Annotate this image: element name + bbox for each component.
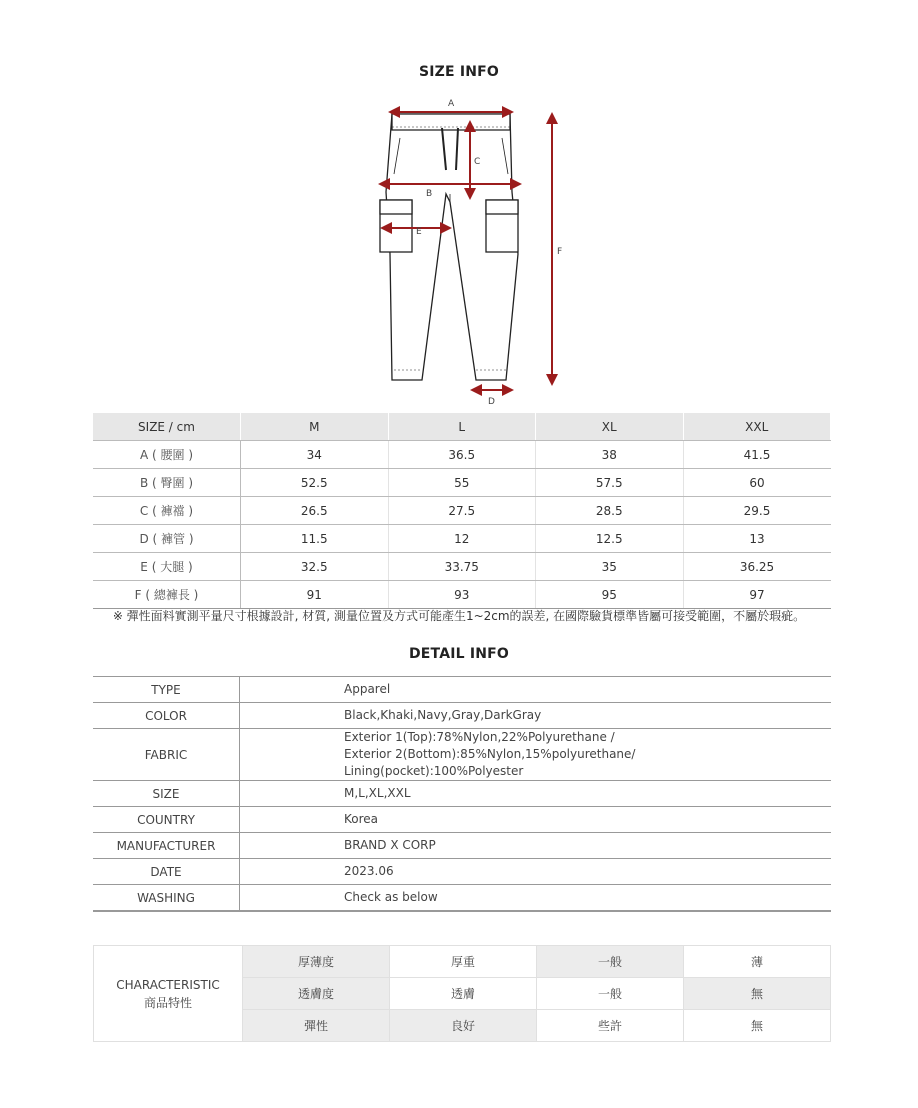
size-table xyxy=(93,413,831,609)
detail-value-line: M,L,XL,XXL xyxy=(344,786,411,800)
label-c: C xyxy=(474,157,481,167)
detail-info-title: DETAIL INFO xyxy=(408,646,510,662)
size-row xyxy=(93,553,831,581)
size-row-label: B ( 臀圍 ) xyxy=(93,469,241,497)
detail-label: WASHING xyxy=(93,885,240,912)
size-row-label: E ( 大腿 ) xyxy=(93,553,241,581)
detail-value-line: BRAND X CORP xyxy=(344,838,436,852)
detail-value-line: Korea xyxy=(344,812,379,826)
size-row xyxy=(93,441,831,469)
detail-value xyxy=(240,833,832,859)
pants-diagram xyxy=(370,94,580,410)
char-cell: 厚薄度 xyxy=(243,946,390,978)
char-cell: 一般 xyxy=(537,978,684,1010)
detail-value xyxy=(240,781,832,807)
detail-value xyxy=(240,729,832,781)
size-cell: 36.5 xyxy=(388,441,536,469)
char-cell: 無 xyxy=(684,978,831,1010)
char-cell: 透膚度 xyxy=(243,978,390,1010)
size-cell: 52.5 xyxy=(241,469,389,497)
detail-value-line: Apparel xyxy=(344,682,391,696)
size-row xyxy=(93,525,831,553)
characteristic-label-zh: 商品特性 xyxy=(143,995,192,1010)
size-row-label: F ( 總褲長 ) xyxy=(93,581,241,609)
label-d: D xyxy=(488,397,495,407)
characteristic-label xyxy=(94,946,243,1042)
detail-value-line: Exterior 2(Bottom):85%Nylon,15%polyurethane/ xyxy=(344,747,636,761)
detail-row xyxy=(93,885,831,912)
size-header-row xyxy=(93,413,831,441)
char-cell: 彈性 xyxy=(243,1010,390,1042)
detail-table xyxy=(93,676,831,912)
detail-value-line: Check as below xyxy=(344,890,438,904)
detail-row xyxy=(93,703,831,729)
size-cell: 32.5 xyxy=(241,553,389,581)
char-cell: 薄 xyxy=(684,946,831,978)
detail-value xyxy=(240,885,832,912)
detail-row xyxy=(93,807,831,833)
size-cell: 38 xyxy=(536,441,684,469)
detail-value-line: 2023.06 xyxy=(344,864,394,878)
size-cell: 35 xyxy=(536,553,684,581)
char-cell: 無 xyxy=(684,1010,831,1042)
label-f: F xyxy=(557,247,563,257)
size-cell: 97 xyxy=(683,581,831,609)
size-cell: 41.5 xyxy=(683,441,831,469)
detail-label: TYPE xyxy=(93,677,240,703)
detail-label: SIZE xyxy=(93,781,240,807)
detail-row xyxy=(93,781,831,807)
detail-value xyxy=(240,807,832,833)
char-cell: 些許 xyxy=(537,1010,684,1042)
detail-value-line: Exterior 1(Top):78%Nylon,22%Polyurethane / xyxy=(344,730,615,744)
size-row xyxy=(93,497,831,525)
size-cell: 34 xyxy=(241,441,389,469)
size-cell: 12 xyxy=(388,525,536,553)
characteristic-label-en: CHARACTERISTIC xyxy=(116,977,220,992)
size-cell: 26.5 xyxy=(241,497,389,525)
size-cell: 13 xyxy=(683,525,831,553)
size-row xyxy=(93,581,831,609)
size-cell: 95 xyxy=(536,581,684,609)
label-e: E xyxy=(416,227,422,237)
detail-value xyxy=(240,677,832,703)
size-row-label: A ( 腰圍 ) xyxy=(93,441,241,469)
size-cell: 55 xyxy=(388,469,536,497)
detail-value-line: Black,Khaki,Navy,Gray,DarkGray xyxy=(344,708,542,722)
detail-label: FABRIC xyxy=(93,729,240,781)
size-column-header-label: SIZE / cm xyxy=(93,413,241,441)
size-cell: 27.5 xyxy=(388,497,536,525)
detail-row xyxy=(93,833,831,859)
char-cell: 厚重 xyxy=(390,946,537,978)
label-b: B xyxy=(426,189,433,199)
size-row xyxy=(93,469,831,497)
size-cell: 57.5 xyxy=(536,469,684,497)
characteristic-table xyxy=(93,945,831,1042)
size-cell: 11.5 xyxy=(241,525,389,553)
label-a: A xyxy=(448,99,455,109)
detail-row xyxy=(93,677,831,703)
size-cell: 29.5 xyxy=(683,497,831,525)
detail-value xyxy=(240,703,832,729)
detail-label: COUNTRY xyxy=(93,807,240,833)
detail-row xyxy=(93,729,831,781)
size-column-header: M xyxy=(241,413,389,441)
size-cell: 33.75 xyxy=(388,553,536,581)
size-cell: 91 xyxy=(241,581,389,609)
detail-value xyxy=(240,859,832,885)
detail-label: DATE xyxy=(93,859,240,885)
size-column-header: XL xyxy=(536,413,684,441)
detail-label: COLOR xyxy=(93,703,240,729)
size-row-label: C ( 褲襠 ) xyxy=(93,497,241,525)
size-column-header: XXL xyxy=(683,413,831,441)
pants-outline xyxy=(380,114,518,380)
size-info-title: SIZE INFO xyxy=(418,64,500,80)
detail-row xyxy=(93,859,831,885)
size-row-label: D ( 褲管 ) xyxy=(93,525,241,553)
measurement-note: ※ 彈性面料實測平量尺寸根據設計, 材質, 測量位置及方式可能產生1~2cm的誤差, 在國際驗貨標準皆屬可接受範圍，不屬於瑕疵。 xyxy=(112,609,806,623)
char-cell: 一般 xyxy=(537,946,684,978)
size-cell: 28.5 xyxy=(536,497,684,525)
detail-value-line: Lining(pocket):100%Polyester xyxy=(344,764,524,778)
char-cell: 透膚 xyxy=(390,978,537,1010)
size-cell: 36.25 xyxy=(683,553,831,581)
detail-label: MANUFACTURER xyxy=(93,833,240,859)
size-column-header: L xyxy=(388,413,536,441)
size-cell: 60 xyxy=(683,469,831,497)
char-cell: 良好 xyxy=(390,1010,537,1042)
size-cell: 12.5 xyxy=(536,525,684,553)
size-cell: 93 xyxy=(388,581,536,609)
